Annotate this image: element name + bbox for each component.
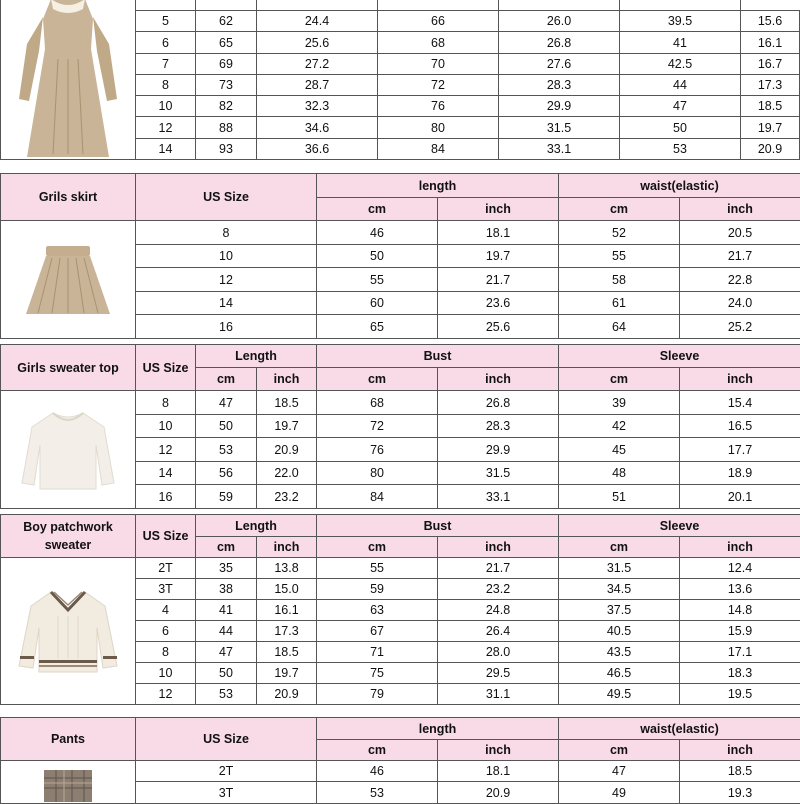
table-cell: 18.5 bbox=[257, 642, 317, 663]
unit-inch: inch bbox=[438, 740, 559, 761]
table-cell: 50 bbox=[620, 117, 741, 138]
table-cell: 14 bbox=[136, 462, 196, 485]
table-cell: 73 bbox=[196, 74, 257, 95]
table-cell: 44 bbox=[620, 74, 741, 95]
table-cell: 16.7 bbox=[741, 53, 800, 74]
sweater-image bbox=[1, 391, 136, 509]
table-cell: 71 bbox=[317, 642, 438, 663]
sleeve-header: Sleeve bbox=[559, 515, 800, 537]
table-row bbox=[1, 761, 800, 782]
table-cell: 80 bbox=[378, 117, 499, 138]
unit-cm: cm bbox=[196, 368, 257, 391]
table-cell: 21.7 bbox=[680, 245, 800, 268]
table-cell: 31.5 bbox=[559, 558, 680, 579]
table-cell: 14.8 bbox=[680, 600, 800, 621]
size-header: US Size bbox=[136, 515, 196, 558]
product-name: Grils skirt bbox=[1, 174, 136, 221]
table-cell: 66 bbox=[378, 11, 499, 32]
table-cell: 26.0 bbox=[499, 11, 620, 32]
dress-image bbox=[1, 0, 136, 160]
table-cell: 3T bbox=[136, 782, 317, 804]
table-cell: 12.4 bbox=[680, 558, 800, 579]
table-row bbox=[1, 558, 800, 579]
table-cell: 22.8 bbox=[680, 268, 800, 292]
table-cell: 20.9 bbox=[257, 684, 317, 705]
table-cell: 3T bbox=[136, 579, 196, 600]
table-cell: 41 bbox=[620, 32, 741, 53]
unit-cm: cm bbox=[196, 537, 257, 558]
table-cell: 8 bbox=[136, 642, 196, 663]
table-cell: 31.5 bbox=[499, 117, 620, 138]
table-cell: 28.7 bbox=[257, 74, 378, 95]
table-cell: 18.1 bbox=[438, 221, 559, 245]
table-cell: 28.3 bbox=[438, 415, 559, 438]
table-cell: 8 bbox=[136, 221, 317, 245]
table-cell: 59 bbox=[196, 485, 257, 509]
table-cell: 17.7 bbox=[680, 438, 800, 462]
table-cell: 24.8 bbox=[438, 600, 559, 621]
unit-cm: cm bbox=[317, 368, 438, 391]
table-cell: 41 bbox=[196, 600, 257, 621]
table-cell: 70 bbox=[378, 53, 499, 74]
unit-inch: inch bbox=[438, 198, 559, 221]
table-cell: 79 bbox=[317, 684, 438, 705]
table-cell: 80 bbox=[317, 462, 438, 485]
skirt-image bbox=[1, 221, 136, 339]
table-cell: 18.9 bbox=[680, 462, 800, 485]
product-name: Pants bbox=[1, 718, 136, 761]
table-cell: 40.5 bbox=[559, 621, 680, 642]
table-cell: 65 bbox=[317, 315, 438, 339]
table-cell: 20.5 bbox=[680, 221, 800, 245]
table-cell: 12 bbox=[136, 117, 196, 138]
table-cell: 36.6 bbox=[257, 138, 378, 159]
table-cell: 55 bbox=[559, 245, 680, 268]
table-cell: 15.9 bbox=[680, 621, 800, 642]
unit-cm: cm bbox=[317, 537, 438, 558]
unit-inch: inch bbox=[438, 537, 559, 558]
unit-inch: inch bbox=[680, 368, 800, 391]
table-cell: 64 bbox=[559, 315, 680, 339]
table-cell: 20.9 bbox=[741, 138, 800, 159]
table-cell: 58 bbox=[559, 268, 680, 292]
table-cell: 53 bbox=[196, 684, 257, 705]
unit-inch: inch bbox=[680, 740, 800, 761]
table-cell: 31.1 bbox=[438, 684, 559, 705]
table-cell: 17.1 bbox=[680, 642, 800, 663]
table-cell: 22.0 bbox=[257, 462, 317, 485]
table-cell: 16.1 bbox=[257, 600, 317, 621]
table-cell: 45 bbox=[559, 438, 680, 462]
table-cell: 93 bbox=[196, 138, 257, 159]
table-cell: 69 bbox=[196, 53, 257, 74]
table-cell: 17.3 bbox=[741, 74, 800, 95]
table-cell: 39.5 bbox=[620, 11, 741, 32]
table-cell: 46.5 bbox=[559, 663, 680, 684]
table-cell: 25.6 bbox=[257, 32, 378, 53]
table-cell: 75 bbox=[317, 663, 438, 684]
table-cell: 34.5 bbox=[559, 579, 680, 600]
table-cell: 10 bbox=[136, 663, 196, 684]
table-cell: 38 bbox=[196, 579, 257, 600]
table-cell: 26.4 bbox=[438, 621, 559, 642]
table-cell: 23.6 bbox=[438, 292, 559, 315]
table-cell: 12 bbox=[136, 438, 196, 462]
table-cell: 7 bbox=[136, 53, 196, 74]
table-cell: 19.7 bbox=[257, 663, 317, 684]
table-cell: 19.3 bbox=[680, 782, 800, 804]
table-cell: 84 bbox=[378, 138, 499, 159]
table-cell: 26.8 bbox=[438, 391, 559, 415]
table-cell: 19.7 bbox=[741, 117, 800, 138]
table-cell: 68 bbox=[378, 32, 499, 53]
table-cell: 34.6 bbox=[257, 117, 378, 138]
skirt-size-table bbox=[0, 173, 800, 339]
table-cell: 65 bbox=[196, 32, 257, 53]
unit-cm: cm bbox=[559, 198, 680, 221]
unit-inch: inch bbox=[680, 198, 800, 221]
unit-cm: cm bbox=[317, 740, 438, 761]
product-name: Girls sweater top bbox=[1, 345, 136, 391]
table-cell: 12 bbox=[136, 684, 196, 705]
table-cell: 23.2 bbox=[257, 485, 317, 509]
table-cell: 16 bbox=[136, 315, 317, 339]
table-cell: 19.7 bbox=[257, 415, 317, 438]
table-cell: 28.0 bbox=[438, 642, 559, 663]
table-cell: 29.5 bbox=[438, 663, 559, 684]
table-cell: 18.1 bbox=[438, 761, 559, 782]
table-cell: 56 bbox=[196, 462, 257, 485]
table-cell: 2T bbox=[136, 558, 196, 579]
table-cell: 15.4 bbox=[680, 391, 800, 415]
unit-cm: cm bbox=[559, 537, 680, 558]
table-cell: 6 bbox=[136, 32, 196, 53]
table-cell: 8 bbox=[136, 391, 196, 415]
table-cell: 47 bbox=[196, 391, 257, 415]
length-header: Length bbox=[196, 345, 317, 368]
patchwork-sweater-size-table bbox=[0, 514, 800, 705]
table-cell: 31.5 bbox=[438, 462, 559, 485]
table-cell: 55 bbox=[317, 558, 438, 579]
table-cell: 50 bbox=[317, 245, 438, 268]
length-header: length bbox=[317, 718, 559, 740]
table-cell: 18.5 bbox=[680, 761, 800, 782]
table-cell: 16 bbox=[136, 485, 196, 509]
table-cell: 76 bbox=[378, 96, 499, 117]
table-cell: 12 bbox=[136, 268, 317, 292]
table-cell: 14 bbox=[136, 138, 196, 159]
dress-size-table bbox=[0, 0, 800, 160]
table-cell: 63 bbox=[317, 600, 438, 621]
bust-header: Bust bbox=[317, 515, 559, 537]
table-cell: 35 bbox=[196, 558, 257, 579]
table-cell: 23.2 bbox=[438, 579, 559, 600]
table-cell: 42 bbox=[559, 415, 680, 438]
table-cell: 72 bbox=[378, 74, 499, 95]
table-cell: 10 bbox=[136, 96, 196, 117]
table-cell: 33.1 bbox=[438, 485, 559, 509]
waist-header: waist(elastic) bbox=[559, 718, 800, 740]
table-cell: 53 bbox=[196, 438, 257, 462]
table-cell: 50 bbox=[196, 663, 257, 684]
unit-cm: cm bbox=[317, 198, 438, 221]
table-cell: 33.1 bbox=[499, 138, 620, 159]
unit-cm: cm bbox=[559, 368, 680, 391]
patchwork-sweater-image bbox=[1, 558, 136, 705]
table-cell: 27.6 bbox=[499, 53, 620, 74]
table-cell: 88 bbox=[196, 117, 257, 138]
table-cell: 17.3 bbox=[257, 621, 317, 642]
table-cell: 50 bbox=[196, 415, 257, 438]
table-cell: 26.8 bbox=[499, 32, 620, 53]
table-row bbox=[1, 391, 800, 415]
product-name: Boy patchwork sweater bbox=[1, 515, 136, 558]
unit-inch: inch bbox=[680, 537, 800, 558]
table-cell: 49 bbox=[559, 782, 680, 804]
table-cell: 47 bbox=[620, 96, 741, 117]
table-cell: 44 bbox=[196, 621, 257, 642]
table-cell: 10 bbox=[136, 415, 196, 438]
table-cell: 52 bbox=[559, 221, 680, 245]
table-cell: 5 bbox=[136, 11, 196, 32]
table-cell: 39 bbox=[559, 391, 680, 415]
table-row bbox=[1, 221, 800, 245]
table-cell: 51 bbox=[559, 485, 680, 509]
sleeve-header: Sleeve bbox=[559, 345, 800, 368]
table-cell: 82 bbox=[196, 96, 257, 117]
table-cell: 15.6 bbox=[741, 11, 800, 32]
unit-inch: inch bbox=[257, 368, 317, 391]
table-cell: 47 bbox=[559, 761, 680, 782]
table-cell: 84 bbox=[317, 485, 438, 509]
size-header: US Size bbox=[136, 345, 196, 391]
table-cell: 13.8 bbox=[257, 558, 317, 579]
table-cell: 19.7 bbox=[438, 245, 559, 268]
table-cell: 62 bbox=[196, 11, 257, 32]
table-row bbox=[1, 0, 800, 11]
bust-header: Bust bbox=[317, 345, 559, 368]
table-cell: 37.5 bbox=[559, 600, 680, 621]
table-cell: 47 bbox=[196, 642, 257, 663]
table-cell: 25.6 bbox=[438, 315, 559, 339]
table-cell: 2T bbox=[136, 761, 317, 782]
table-cell: 8 bbox=[136, 74, 196, 95]
unit-inch: inch bbox=[438, 368, 559, 391]
length-header: length bbox=[317, 174, 559, 198]
plaid-pants-image bbox=[1, 761, 136, 804]
table-cell: 19.5 bbox=[680, 684, 800, 705]
table-cell: 18.3 bbox=[680, 663, 800, 684]
unit-cm: cm bbox=[559, 740, 680, 761]
pants-size-table bbox=[0, 717, 800, 804]
table-cell: 4 bbox=[136, 600, 196, 621]
table-cell: 29.9 bbox=[438, 438, 559, 462]
sweater-top-size-table bbox=[0, 344, 800, 509]
table-cell: 20.9 bbox=[438, 782, 559, 804]
table-cell: 21.7 bbox=[438, 558, 559, 579]
table-cell: 24.4 bbox=[257, 11, 378, 32]
table-cell: 43.5 bbox=[559, 642, 680, 663]
table-cell: 72 bbox=[317, 415, 438, 438]
table-cell: 48 bbox=[559, 462, 680, 485]
table-cell: 13.6 bbox=[680, 579, 800, 600]
unit-inch: inch bbox=[257, 537, 317, 558]
table-cell: 49.5 bbox=[559, 684, 680, 705]
table-cell: 20.9 bbox=[257, 438, 317, 462]
table-cell: 21.7 bbox=[438, 268, 559, 292]
size-header: US Size bbox=[136, 718, 317, 761]
length-header: Length bbox=[196, 515, 317, 537]
waist-header: waist(elastic) bbox=[559, 174, 800, 198]
table-cell: 46 bbox=[317, 761, 438, 782]
table-cell: 18.5 bbox=[741, 96, 800, 117]
table-cell: 25.2 bbox=[680, 315, 800, 339]
table-cell: 68 bbox=[317, 391, 438, 415]
table-cell: 18.5 bbox=[257, 391, 317, 415]
table-cell: 61 bbox=[559, 292, 680, 315]
size-header: US Size bbox=[136, 174, 317, 221]
table-cell: 42.5 bbox=[620, 53, 741, 74]
table-cell: 16.5 bbox=[680, 415, 800, 438]
table-cell: 24.0 bbox=[680, 292, 800, 315]
table-cell: 53 bbox=[620, 138, 741, 159]
table-cell: 15.0 bbox=[257, 579, 317, 600]
table-cell: 60 bbox=[317, 292, 438, 315]
table-cell: 55 bbox=[317, 268, 438, 292]
table-cell: 28.3 bbox=[499, 74, 620, 95]
table-cell: 32.3 bbox=[257, 96, 378, 117]
table-cell: 14 bbox=[136, 292, 317, 315]
table-cell: 6 bbox=[136, 621, 196, 642]
table-cell: 59 bbox=[317, 579, 438, 600]
table-cell: 46 bbox=[317, 221, 438, 245]
table-cell: 27.2 bbox=[257, 53, 378, 74]
table-cell: 67 bbox=[317, 621, 438, 642]
table-cell: 10 bbox=[136, 245, 317, 268]
table-cell: 76 bbox=[317, 438, 438, 462]
table-cell: 16.1 bbox=[741, 32, 800, 53]
table-cell: 29.9 bbox=[499, 96, 620, 117]
table-cell: 20.1 bbox=[680, 485, 800, 509]
table-cell: 53 bbox=[317, 782, 438, 804]
